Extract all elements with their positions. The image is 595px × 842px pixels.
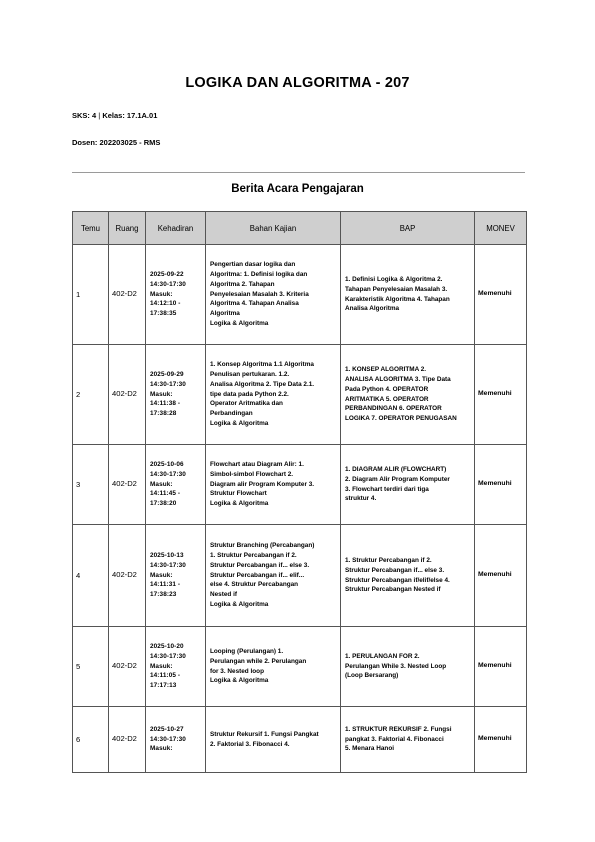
cell-bap xyxy=(341,627,475,707)
cell-temu-text: 4 xyxy=(76,570,81,580)
cell-bahan-kajian-line: Algoritma 4. Tahapan Analisa xyxy=(210,300,299,308)
cell-bahan-kajian-line: Logika & Algoritma xyxy=(210,420,269,428)
header-bap: BAP xyxy=(341,212,475,245)
cell-bahan-kajian-line: Logika & Algoritma xyxy=(210,500,269,508)
cell-kehadiran-line: 2025-09-22 xyxy=(150,270,184,278)
cell-kehadiran-line: 14:12:10 - xyxy=(150,300,181,308)
cell-bap-line: 3. Flowchart terdiri dari tiga xyxy=(345,485,429,493)
cell-bap-line: (Loop Bersarang) xyxy=(345,672,399,680)
cell-monev-text: Memenuhi xyxy=(478,571,512,579)
dosen-label: Dosen: 202203025 - RMS xyxy=(72,138,161,147)
cell-bahan-kajian xyxy=(206,245,341,345)
cell-monev xyxy=(475,345,527,445)
cell-bap-line: 1. Definisi Logika & Algoritma 2. xyxy=(345,275,443,283)
cell-bap-line: Karakteristik Algoritma 4. Tahapan xyxy=(345,295,450,303)
cell-kehadiran-line: 14:11:45 - xyxy=(150,490,181,498)
cell-kehadiran-line: 14:30-17:30 xyxy=(150,470,186,478)
cell-bap xyxy=(341,525,475,627)
cell-kehadiran-line: 2025-10-20 xyxy=(150,642,184,650)
cell-kehadiran-line: 17:38:35 xyxy=(150,310,177,318)
cell-bahan-kajian-line: Logika & Algoritma xyxy=(210,601,269,609)
cell-bahan-kajian-line: Struktur Branching (Percabangan) xyxy=(210,541,315,549)
cell-kehadiran-line: 14:11:31 - xyxy=(150,581,181,589)
cell-bahan-kajian-line: Perbandingan xyxy=(210,410,253,418)
cell-temu xyxy=(73,525,109,627)
cell-monev-text: Memenuhi xyxy=(478,662,512,670)
cell-monev xyxy=(475,525,527,627)
cell-ruang-text: 402-D2 xyxy=(112,479,137,489)
table-row xyxy=(73,445,527,525)
section-subtitle: Berita Acara Pengajaran xyxy=(231,183,364,195)
cell-bahan-kajian-line: Struktur Rekursif 1. Fungsi Pangkat xyxy=(210,730,319,738)
cell-bap-line: PERBANDINGAN 6. OPERATOR xyxy=(345,405,442,413)
table-row xyxy=(73,627,527,707)
cell-temu xyxy=(73,245,109,345)
cell-ruang xyxy=(109,245,146,345)
cell-bap xyxy=(341,445,475,525)
cell-kehadiran-line: Masuk: xyxy=(150,745,173,753)
cell-kehadiran-line: Masuk: xyxy=(150,662,173,670)
cell-temu xyxy=(73,445,109,525)
cell-bap-line: struktur 4. xyxy=(345,495,377,503)
cell-bahan-kajian-line: Simbol-simbol Flowchart 2. xyxy=(210,470,294,478)
cell-bap-line: 1. Struktur Percabangan if 2. xyxy=(345,556,432,564)
cell-kehadiran xyxy=(146,707,206,773)
cell-bahan-kajian-line: Pengertian dasar logika dan xyxy=(210,260,296,268)
cell-bahan-kajian-line: Algoritma 2. Tahapan xyxy=(210,280,275,288)
cell-bahan-kajian-line: Nested if xyxy=(210,591,237,599)
cell-ruang-text: 402-D2 xyxy=(112,570,137,580)
cell-kehadiran-line: 2025-10-27 xyxy=(150,725,184,733)
cell-kehadiran xyxy=(146,627,206,707)
cell-bahan-kajian-line: Logika & Algoritma xyxy=(210,677,269,685)
cell-ruang xyxy=(109,345,146,445)
cell-kehadiran xyxy=(146,345,206,445)
cell-ruang-text: 402-D2 xyxy=(112,289,137,299)
cell-kehadiran-line: 17:38:20 xyxy=(150,500,177,508)
cell-monev xyxy=(475,445,527,525)
cell-bahan-kajian-line: Analisa Algoritma 2. Tipe Data 2.1. xyxy=(210,380,315,388)
lecturer-meta xyxy=(72,138,160,147)
kelas-label: Kelas: 17.1A.01 xyxy=(102,111,158,120)
header-kehadiran: Kehadiran xyxy=(146,212,206,245)
cell-kehadiran xyxy=(146,525,206,627)
cell-bap-line: Analisa Algoritma xyxy=(345,305,400,313)
cell-ruang xyxy=(109,445,146,525)
cell-kehadiran-line: 17:17:13 xyxy=(150,682,177,690)
cell-kehadiran-line: Masuk: xyxy=(150,290,173,298)
cell-bap-line: Struktur Percabangan if/elif/else 4. xyxy=(345,576,450,584)
header-monev: MONEV xyxy=(475,212,527,245)
cell-bap-line: Perulangan While 3. Nested Loop xyxy=(345,662,447,670)
cell-monev-text: Memenuhi xyxy=(478,735,512,743)
cell-bap xyxy=(341,245,475,345)
cell-kehadiran-line: 2025-10-13 xyxy=(150,551,184,559)
cell-bap-line: Tahapan Penyelesaian Masalah 3. xyxy=(345,285,448,293)
cell-kehadiran-line: 14:30-17:30 xyxy=(150,280,186,288)
cell-bap-line: Struktur Percabangan Nested if xyxy=(345,586,441,594)
cell-temu xyxy=(73,707,109,773)
cell-monev xyxy=(475,627,527,707)
cell-kehadiran xyxy=(146,245,206,345)
cell-bahan-kajian-line: 1. Struktur Percabangan if 2. xyxy=(210,551,297,559)
cell-bap-line: 1. PERULANGAN FOR 2. xyxy=(345,652,420,660)
cell-bahan-kajian-line: Struktur Percabangan if... elif... xyxy=(210,571,305,579)
cell-bap xyxy=(341,345,475,445)
cell-bahan-kajian-line: 1. Konsep Algoritma 1.1 Algoritma xyxy=(210,360,314,368)
cell-bap-line: LOGIKA 7. OPERATOR PENUGASAN xyxy=(345,415,457,423)
header-bahan-kajian: Bahan Kajian xyxy=(206,212,341,245)
cell-bahan-kajian-line: tipe data pada Python 2.2. xyxy=(210,390,289,398)
cell-kehadiran-line: Masuk: xyxy=(150,390,173,398)
cell-kehadiran-line: Masuk: xyxy=(150,480,173,488)
cell-ruang-text: 402-D2 xyxy=(112,734,137,744)
table-row xyxy=(73,525,527,627)
cell-kehadiran-line: 14:30-17:30 xyxy=(150,561,186,569)
cell-bahan-kajian xyxy=(206,707,341,773)
page-title: LOGIKA DAN ALGORITMA - 207 xyxy=(185,75,410,91)
cell-kehadiran-line: 14:30-17:30 xyxy=(150,652,186,660)
cell-bahan-kajian xyxy=(206,627,341,707)
cell-bahan-kajian-line: Looping (Perulangan) 1. xyxy=(210,647,284,655)
cell-temu-text: 6 xyxy=(76,734,81,744)
cell-bahan-kajian-line: Flowchart atau Diagram Alir: 1. xyxy=(210,460,304,468)
bap-table xyxy=(72,211,527,773)
cell-bap-line: ANALISA ALGORITMA 3. Tipe Data xyxy=(345,375,451,383)
cell-monev xyxy=(475,245,527,345)
cell-bap-line: 2. Diagram Alir Program Komputer xyxy=(345,475,450,483)
cell-kehadiran-line: Masuk: xyxy=(150,571,173,579)
cell-kehadiran-line: 14:11:05 - xyxy=(150,672,181,680)
course-meta xyxy=(72,111,157,120)
cell-monev-text: Memenuhi xyxy=(478,290,512,298)
cell-bahan-kajian-line: Operator Aritmatika dan xyxy=(210,400,283,408)
cell-bahan-kajian-line: Penulisan pertukaran. 1.2. xyxy=(210,370,290,378)
meta-separator: | xyxy=(98,111,101,120)
cell-bahan-kajian-line: 2. Faktorial 3. Fibonacci 4. xyxy=(210,740,290,748)
cell-bahan-kajian-line: Algoritma xyxy=(210,310,240,318)
cell-temu-text: 1 xyxy=(76,289,81,299)
cell-kehadiran-line: 14:11:38 - xyxy=(150,400,181,408)
cell-bahan-kajian-line: Perulangan while 2. Perulangan xyxy=(210,657,307,665)
sks-label: SKS: 4 xyxy=(72,111,97,120)
header-ruang: Ruang xyxy=(109,212,146,245)
cell-ruang-text: 402-D2 xyxy=(112,661,137,671)
cell-bap xyxy=(341,707,475,773)
table-row xyxy=(73,345,527,445)
cell-bahan-kajian xyxy=(206,445,341,525)
cell-monev xyxy=(475,707,527,773)
cell-bahan-kajian-line: else 4. Struktur Percabangan xyxy=(210,581,299,589)
cell-bahan-kajian-line: Struktur Percabangan if... else 3. xyxy=(210,561,310,569)
cell-temu-text: 5 xyxy=(76,661,81,671)
cell-bahan-kajian-line: for 3. Nested loop xyxy=(210,667,264,675)
table-row xyxy=(73,245,527,345)
cell-bap-line: 1. STRUKTUR REKURSIF 2. Fungsi xyxy=(345,725,452,733)
cell-kehadiran-line: 17:38:23 xyxy=(150,591,177,599)
cell-kehadiran-line: 17:38:28 xyxy=(150,410,177,418)
cell-temu-text: 3 xyxy=(76,479,81,489)
cell-temu xyxy=(73,627,109,707)
cell-kehadiran-line: 2025-09-29 xyxy=(150,370,184,378)
cell-ruang xyxy=(109,525,146,627)
cell-temu-text: 2 xyxy=(76,389,81,399)
cell-bahan-kajian xyxy=(206,345,341,445)
cell-bahan-kajian-line: Diagram alir Program Komputer 3. xyxy=(210,480,315,488)
table-header-row xyxy=(73,212,527,245)
cell-bahan-kajian-line: Algoritma: 1. Definisi logika dan xyxy=(210,270,308,278)
table-row xyxy=(73,707,527,773)
cell-kehadiran-line: 2025-10-06 xyxy=(150,460,184,468)
cell-bap-line: pangkat 3. Faktorial 4. Fibonacci xyxy=(345,735,444,743)
cell-bahan-kajian-line: Struktur Flowchart xyxy=(210,490,267,498)
cell-bahan-kajian-line: Penyelesaian Masalah 3. Kriteria xyxy=(210,290,309,298)
cell-kehadiran-line: 14:30-17:30 xyxy=(150,380,186,388)
cell-bap-line: 1. KONSEP ALGORITMA 2. xyxy=(345,365,427,373)
header-temu: Temu xyxy=(73,212,109,245)
cell-bap-line: Pada Python 4. OPERATOR xyxy=(345,385,429,393)
cell-bahan-kajian xyxy=(206,525,341,627)
cell-kehadiran xyxy=(146,445,206,525)
divider xyxy=(72,172,525,173)
cell-monev-text: Memenuhi xyxy=(478,480,512,488)
cell-ruang xyxy=(109,707,146,773)
cell-bahan-kajian-line: Logika & Algoritma xyxy=(210,320,269,328)
cell-monev-text: Memenuhi xyxy=(478,390,512,398)
cell-ruang-text: 402-D2 xyxy=(112,389,137,399)
cell-kehadiran-line: 14:30-17:30 xyxy=(150,735,186,743)
cell-temu xyxy=(73,345,109,445)
cell-bap-line: 5. Menara Hanoi xyxy=(345,745,395,753)
cell-ruang xyxy=(109,627,146,707)
cell-bap-line: Struktur Percabangan if... else 3. xyxy=(345,566,445,574)
cell-bap-line: ARITMATIKA 5. OPERATOR xyxy=(345,395,429,403)
cell-bap-line: 1. DIAGRAM ALIR (FLOWCHART) xyxy=(345,465,447,473)
